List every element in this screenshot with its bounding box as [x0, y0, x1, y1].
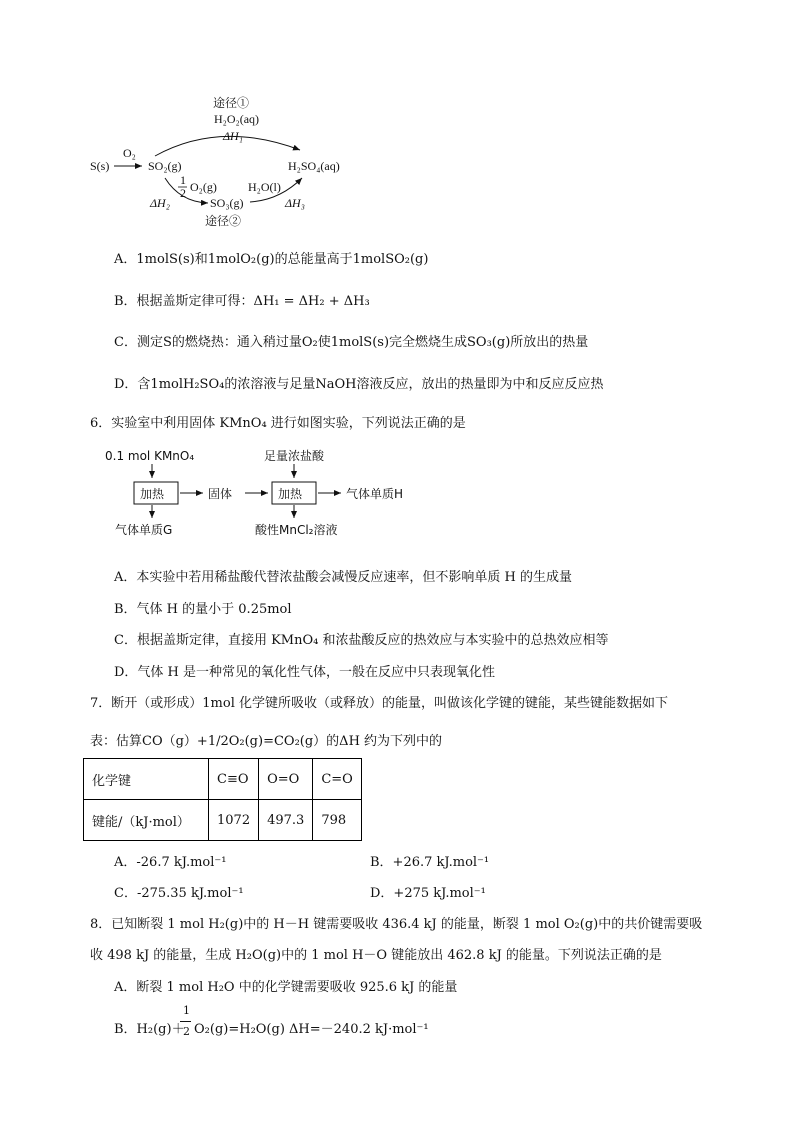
gas-h-label: 气体单质H [346, 487, 404, 501]
acid-label: 足量浓盐酸 [264, 449, 325, 463]
table-cell: 1072 [209, 800, 259, 841]
q7-option-c: C．-275.35 kJ.mol⁻¹ [114, 886, 244, 901]
table-row [84, 759, 362, 800]
q6-option-c: C．根据盖斯定律，直接用 KMnO₄ 和浓盐酸反应的热效应与本实验中的总热效应相等 [114, 633, 609, 648]
q8-option-b-numerator: 1 [183, 1004, 190, 1017]
q5-option-c: C．测定S的燃烧热：通入稍过量O₂使1molS(s)完全燃烧生成SO₃(g)所放出的热量 [114, 335, 589, 350]
q6-option-a: A．本实验中若用稀盐酸代替浓盐酸会减慢反应速率，但不影响单质 H 的生成量 [114, 570, 572, 585]
solid-label: 固体 [208, 487, 233, 501]
heat2-label: 加热 [278, 487, 303, 501]
q7-stem-line2: 表：估算CO（g）+1/2O₂(g)=CO₂(g）的ΔH 约为下列中的 [90, 734, 443, 749]
table-cell: 798 [313, 800, 362, 841]
q6-stem: 6．实验室中利用固体 KMnO₄ 进行如图实验，下列说法正确的是 [90, 416, 466, 431]
mncl2-label: 酸性MnCl₂溶液 [255, 523, 338, 537]
sulfur-route-diagram [80, 90, 380, 240]
q8-option-b-prefix: B．H₂(g)＋ [114, 1022, 185, 1037]
route1-label: 途径① [213, 96, 250, 110]
dh3-label: ΔH₃ [285, 196, 305, 210]
heat1-label: 加热 [140, 487, 165, 501]
dh1-label: ΔH₁ [223, 129, 243, 143]
half-numerator: 1 [180, 173, 186, 187]
table-row [84, 800, 362, 841]
gas-g-label: 气体单质G [115, 523, 173, 537]
q6-option-d: D．气体 H 是一种常见的氧化性气体，一般在反应中只表现氧化性 [114, 665, 496, 680]
so3-label: SO₃(g) [210, 196, 244, 210]
q7-option-a: A．-26.7 kJ.mol⁻¹ [114, 855, 227, 870]
q5-option-d: D．含1molH₂SO₄的浓溶液与足量NaOH溶液反应，放出的热量即为中和反应反应热 [114, 377, 604, 392]
table-cell: O=O [259, 759, 313, 800]
half-o2-label: O₂(g) [190, 180, 217, 194]
q8-option-b-denominator: 2 [183, 1025, 190, 1038]
q5-option-a: A．1molS(s)和1molO₂(g)的总能量高于1molSO₂(g) [114, 252, 429, 267]
dh2-label: ΔH₂ [150, 196, 170, 210]
q8-stem-line1: 8．已知断裂 1 mol H₂(g)中的 H－H 键需要吸收 436.4 kJ 的能量，断裂 1 mol O₂(g)中的共价键需要吸 [90, 917, 703, 932]
bond-energy-table [83, 758, 362, 841]
so2-label: SO₂(g) [148, 159, 182, 173]
table-cell: 化学键 [84, 759, 209, 800]
q8-stem-line2: 收 498 kJ 的能量，生成 H₂O(g)中的 1 mol H－O 键能放出 462.8 kJ 的能量。下列说法正确的是 [90, 948, 662, 963]
sulfur-label: S(s) [90, 159, 110, 173]
h2so4-label: H₂SO₄(aq) [288, 159, 340, 173]
q7-stem-line1: 7．断开（或形成）1mol 化学键所吸收（或释放）的能量，叫做该化学键的键能，某些键能数据如下 [90, 696, 668, 711]
route2-label: 途径② [205, 214, 242, 228]
q8-option-b-fraction-bar [180, 1021, 191, 1022]
kmno4-flow-diagram [100, 442, 440, 547]
table-cell: C≡O [209, 759, 259, 800]
table-cell: 497.3 [259, 800, 313, 841]
q6-option-b: B．气体 H 的量小于 0.25mol [114, 602, 292, 617]
kmno4-start-label: 0.1 mol KMnO₄ [105, 449, 195, 463]
half-denominator: 2 [180, 186, 186, 200]
q7-option-d: D．+275 kJ.mol⁻¹ [370, 886, 486, 901]
q8-option-a: A．断裂 1 mol H₂O 中的化学键需要吸收 925.6 kJ 的能量 [114, 980, 458, 995]
q8-option-b-equation: O₂(g)=H₂O(g) ΔH=－240.2 kJ·mol⁻¹ [194, 1022, 429, 1037]
q5-option-b: B．根据盖斯定律可得：ΔH₁ = ΔH₂ + ΔH₃ [114, 294, 370, 309]
table-cell: 键能/（kJ·mol） [84, 800, 209, 841]
h2o-label: H₂O(l) [248, 180, 281, 194]
route1-reagent: H₂O₂(aq) [214, 112, 260, 126]
o2-label: O₂ [123, 146, 136, 160]
table-cell: C=O [313, 759, 362, 800]
q7-option-b: B．+26.7 kJ.mol⁻¹ [370, 855, 490, 870]
